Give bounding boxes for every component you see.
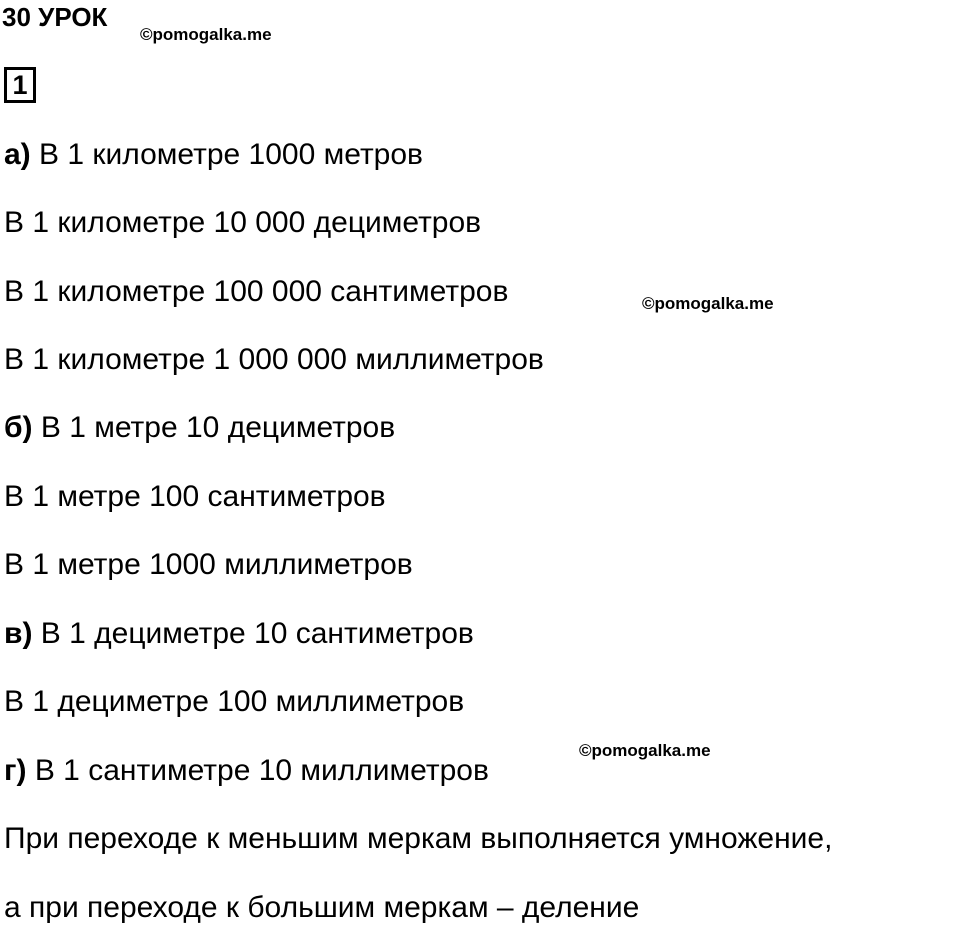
answer-line	[4, 615, 474, 653]
answer-text: В 1 метре 10 дециметров	[32, 411, 396, 444]
answer-line: В 1 километре 10 000 дециметров	[4, 206, 482, 239]
conclusion-line: а при переходе к большим меркам – деление	[4, 891, 640, 924]
answer-line: В 1 дециметре 100 миллиметров	[4, 685, 465, 718]
answer-line: В 1 километре 100 000 сантиметров	[4, 275, 509, 308]
watermark-bottom: ©pomogalka.me	[579, 741, 711, 760]
answer-text: В 1 километре 1000 метров	[30, 138, 423, 171]
conclusion-line: При переходе к меньшим меркам выполняется умножение,	[4, 822, 833, 855]
answer-line: В 1 метре 1000 миллиметров	[4, 548, 413, 581]
answer-line: В 1 километре 1 000 000 миллиметров	[4, 343, 544, 376]
task-number-badge: 1	[4, 67, 36, 103]
item-marker-b: б)	[4, 411, 33, 444]
item-marker-a: а)	[4, 138, 31, 171]
watermark-top: ©pomogalka.me	[140, 25, 272, 44]
item-marker-v: в)	[4, 617, 33, 650]
answer-text: В 1 сантиметре 10 миллиметров	[26, 754, 489, 787]
answer-line: В 1 метре 100 сантиметров	[4, 480, 386, 513]
page-title: 30 УРОК	[2, 2, 108, 32]
answer-line	[4, 136, 423, 174]
item-marker-g: г)	[4, 754, 27, 787]
answer-line	[4, 752, 489, 790]
answer-line	[4, 409, 395, 447]
watermark-middle: ©pomogalka.me	[642, 294, 774, 313]
answer-text: В 1 дециметре 10 сантиметров	[32, 617, 474, 650]
